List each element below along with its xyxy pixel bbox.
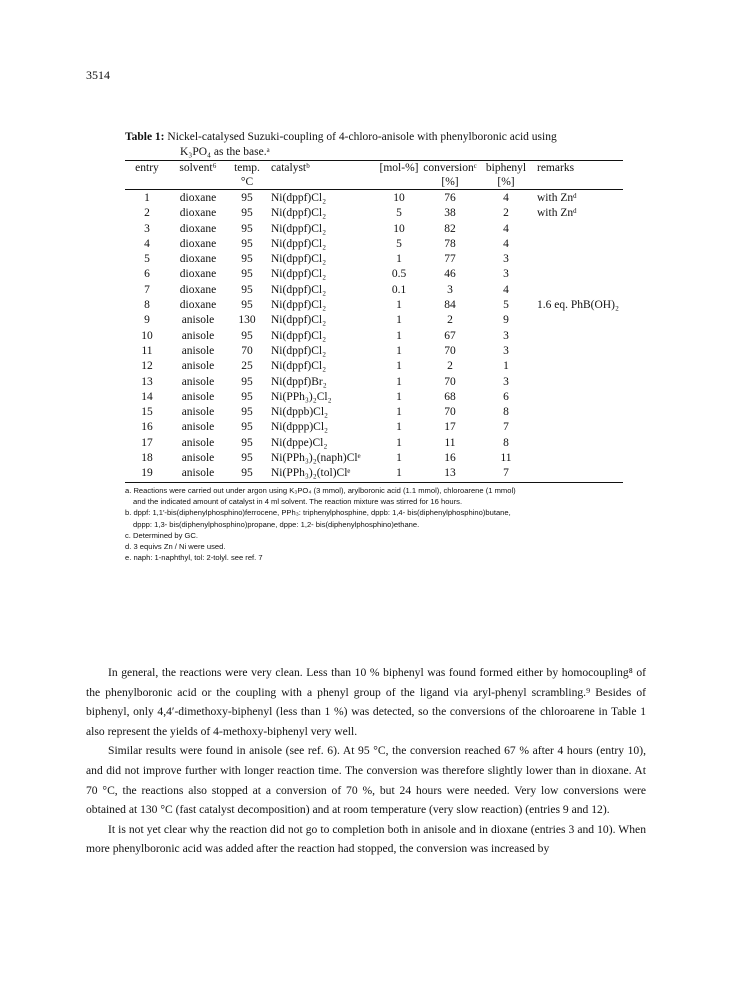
cell-entry: 11: [141, 344, 153, 357]
unit-row: [125, 175, 623, 190]
cell-solvent: anisole: [181, 452, 215, 465]
cell-mol: 10: [393, 192, 405, 204]
table-footnotes: [125, 485, 623, 564]
cell-mol: 1: [396, 253, 402, 266]
cell-entry: 19: [125, 466, 169, 482]
cell-entry: 3: [144, 222, 150, 235]
cell-biphenyl: 3: [503, 344, 509, 357]
cell-temp: 95: [241, 207, 253, 220]
body-text: [86, 663, 646, 859]
cell-mol: 1: [396, 436, 402, 449]
cell-mol: 1: [396, 452, 402, 465]
table-row: [125, 344, 623, 359]
cell-catalyst: Ni(dppf)Cl₂: [271, 283, 327, 296]
cell-entry: 10: [141, 329, 153, 342]
cell-solvent: dioxane: [179, 253, 217, 266]
cell-catalyst: Ni(dppb)Cl₂: [271, 406, 329, 419]
unit-catalyst: [267, 175, 379, 190]
cell-biphenyl: 4: [503, 237, 509, 250]
cell-solvent: dioxane: [179, 192, 217, 204]
cell-mol: 1: [396, 390, 402, 403]
cell-biphenyl: 3: [503, 253, 509, 266]
cell-entry: 6: [144, 268, 150, 281]
header-entry: entry: [135, 162, 159, 174]
cell-remarks: [531, 466, 623, 482]
cell-conversion: 38: [444, 207, 456, 220]
cell-entry: 4: [144, 237, 150, 250]
unit-mol: [379, 175, 419, 190]
cell-entry: 18: [141, 452, 153, 465]
caption-line-2: K₃PO₄ as the base.ᵃ: [180, 146, 270, 158]
paragraph-1: In general, the reactions were very clean. Less than 10 % biphenyl was found formed either by homocoupling⁸ of the phenylboronic acid or the coupling with a phenyl group of the ligand via aryl-phenyl scrambling.⁹ Besides of biphenyl, only 4,4′-dimethoxy-biphenyl (less than 1 %) was detected, so the conversions of the chloroarene in Table 1 also represent the yields of 4-methoxy-biphenyl very well.: [86, 666, 646, 738]
cell-solvent: anisole: [181, 344, 215, 357]
cell-catalyst: Ni(dppf)Cl₂: [271, 222, 327, 235]
table-row: [125, 206, 623, 221]
cell-mol: 1: [396, 406, 402, 419]
cell-temp: 95: [241, 283, 253, 296]
cell-remarks: [531, 359, 623, 374]
table-row: [125, 359, 623, 374]
cell-remarks: [531, 329, 623, 344]
cell-entry: 15: [141, 406, 153, 419]
cell-remarks: [531, 237, 623, 252]
cell-conversion: 3: [447, 283, 453, 296]
cell-conversion: 67: [444, 329, 456, 342]
cell-biphenyl: 3: [503, 268, 509, 281]
header-mol: [mol-%]: [379, 162, 419, 174]
cell-temp: 95: [241, 436, 253, 449]
table-block: [125, 130, 623, 564]
header-conversion: conversionᶜ: [423, 162, 477, 174]
cell-conversion: 13: [419, 466, 481, 482]
cell-mol: 1: [396, 421, 402, 434]
cell-biphenyl: 3: [503, 329, 509, 342]
table-row: [125, 375, 623, 390]
cell-catalyst: Ni(dppf)Cl₂: [271, 329, 327, 342]
footnote-b: b. dppf: 1,1′-bis(diphenylphosphino)ferrocene, PPh₃: triphenylphosphine, dppb: 1,4- bis(diphenylphosphino)butane,: [125, 508, 511, 518]
cell-catalyst: Ni(dppf)Cl₂: [271, 268, 327, 281]
cell-temp: 95: [241, 390, 253, 403]
table-caption: [125, 130, 623, 160]
table-row: [125, 252, 623, 267]
cell-solvent: dioxane: [179, 222, 217, 235]
cell-catalyst: Ni(PPh₃)₂(naph)Clᵉ: [271, 452, 361, 465]
cell-remarks: [531, 313, 623, 328]
table-row: [125, 420, 623, 435]
cell-mol: 1: [396, 360, 402, 373]
cell-catalyst: Ni(dppf)Cl₂: [271, 253, 327, 266]
cell-remarks: [531, 222, 623, 237]
cell-conversion: 17: [444, 421, 456, 434]
cell-biphenyl: 2: [503, 207, 509, 220]
cell-conversion: 16: [444, 452, 456, 465]
cell-biphenyl: 3: [503, 375, 509, 388]
cell-solvent: dioxane: [179, 283, 217, 296]
cell-catalyst: Ni(PPh₃)₂Cl₂: [271, 390, 332, 403]
caption-text: Nickel-catalysed Suzuki-coupling of 4-chloro-anisole with phenylboronic acid using: [167, 131, 557, 143]
footnote-d: d. 3 equivs Zn / Ni were used.: [125, 542, 226, 552]
cell-temp: 95: [241, 406, 253, 419]
cell-conversion: 46: [444, 268, 456, 281]
cell-remarks: [531, 252, 623, 267]
cell-biphenyl: 8: [503, 436, 509, 449]
cell-catalyst: Ni(dppf)Cl₂: [271, 344, 327, 357]
table-row: [125, 190, 623, 207]
cell-catalyst: Ni(dppf)Cl₂: [271, 237, 327, 250]
paragraph-3: It is not yet clear why the reaction did not go to completion both in anisole and in dioxane (entries 3 and 10). When more phenylboronic acid was added after the reaction had stopped, the conversion was increased by: [86, 822, 646, 856]
cell-temp: 95: [241, 253, 253, 266]
cell-solvent: anisole: [181, 421, 215, 434]
table-row: [125, 466, 623, 482]
cell-catalyst: Ni(dppf)Cl₂: [271, 314, 327, 327]
cell-mol: 5: [396, 237, 402, 250]
footnote-a: a. Reactions were carried out under argon using K₃PO₄ (3 mmol), arylboronic acid (1.1 mmol), chloroarene (1 mmol): [125, 485, 516, 495]
cell-entry: 17: [141, 436, 153, 449]
cell-conversion: 76: [444, 192, 456, 204]
cell-entry: 12: [141, 360, 153, 373]
cell-conversion: 78: [444, 237, 456, 250]
cell-remarks: [531, 283, 623, 298]
cell-temp: 95: [241, 421, 253, 434]
cell-entry: 13: [141, 375, 153, 388]
cell-conversion: 70: [444, 406, 456, 419]
header-catalyst: catalystᵇ: [271, 162, 310, 174]
cell-remarks: with Znᵈ: [537, 207, 577, 220]
cell-biphenyl: 8: [503, 406, 509, 419]
cell-remarks: [531, 375, 623, 390]
cell-solvent: anisole: [181, 390, 215, 403]
cell-biphenyl: 1: [503, 360, 509, 373]
cell-solvent: anisole: [169, 466, 227, 482]
cell-solvent: anisole: [181, 329, 215, 342]
table-row: [125, 436, 623, 451]
cell-solvent: anisole: [181, 406, 215, 419]
cell-entry: 5: [144, 253, 150, 266]
cell-temp: 95: [241, 299, 253, 312]
table-row: [125, 267, 623, 282]
page-number: 3514: [86, 68, 110, 82]
cell-remarks: [531, 405, 623, 420]
cell-remarks: [531, 420, 623, 435]
table-row: [125, 390, 623, 405]
cell-solvent: dioxane: [179, 268, 217, 281]
cell-catalyst: Ni(PPh₃)₂(tol)Clᵉ: [267, 466, 379, 482]
cell-temp: 95: [241, 375, 253, 388]
footnote-a-cont: and the indicated amount of catalyst in 4 ml solvent. The reaction mixture was stirred for 16 hours.: [133, 496, 463, 506]
cell-catalyst: Ni(dppf)Cl₂: [271, 360, 327, 373]
cell-temp: 95: [241, 452, 253, 465]
table-row: [125, 313, 623, 328]
cell-entry: 9: [144, 314, 150, 327]
cell-conversion: 70: [444, 344, 456, 357]
cell-solvent: anisole: [181, 360, 215, 373]
cell-temp: 95: [227, 466, 267, 482]
cell-conversion: 84: [444, 299, 456, 312]
cell-conversion: 11: [444, 436, 456, 449]
cell-entry: 7: [144, 283, 150, 296]
header-temp: temp.: [234, 162, 260, 174]
cell-temp: 95: [241, 329, 253, 342]
cell-biphenyl: 7: [503, 421, 509, 434]
cell-catalyst: Ni(dppf)Cl₂: [271, 207, 327, 220]
cell-solvent: anisole: [181, 314, 215, 327]
footnote-b-cont: dppp: 1,3- bis(diphenylphosphino)propane, dppe: 1,2- bis(diphenylphosphino)ethane.: [133, 519, 420, 529]
cell-remarks: 1.6 eq. PhB(OH)₂: [537, 299, 619, 312]
cell-remarks: [531, 436, 623, 451]
cell-mol: 10: [393, 222, 405, 235]
cell-entry: 2: [144, 207, 150, 220]
cell-conversion: 70: [444, 375, 456, 388]
cell-biphenyl: 7: [481, 466, 531, 482]
cell-solvent: dioxane: [179, 237, 217, 250]
cell-biphenyl: 5: [503, 299, 509, 312]
cell-catalyst: Ni(dppf)Cl₂: [271, 192, 327, 204]
table-row: [125, 283, 623, 298]
unit-remarks: [531, 175, 623, 190]
footnote-e: e. naph: 1-naphthyl, tol: 2-tolyl. see ref. 7: [125, 553, 263, 563]
unit-biphenyl: [%]: [481, 175, 531, 190]
cell-entry: 14: [141, 390, 153, 403]
cell-biphenyl: 11: [500, 452, 512, 465]
cell-remarks: [531, 451, 623, 466]
cell-temp: 95: [241, 222, 253, 235]
unit-temp: °C: [227, 175, 267, 190]
cell-mol: 1: [396, 314, 402, 327]
cell-catalyst: Ni(dppp)Cl₂: [271, 421, 329, 434]
cell-biphenyl: 6: [503, 390, 509, 403]
cell-entry: 16: [141, 421, 153, 434]
header-row: [125, 161, 623, 175]
table-row: [125, 451, 623, 466]
cell-mol: 1: [396, 299, 402, 312]
cell-biphenyl: 4: [503, 222, 509, 235]
cell-biphenyl: 9: [503, 314, 509, 327]
cell-solvent: anisole: [181, 375, 215, 388]
footnote-c: c. Determined by GC.: [125, 530, 199, 540]
cell-conversion: 68: [444, 390, 456, 403]
cell-temp: 95: [241, 237, 253, 250]
cell-mol: 0.1: [391, 283, 407, 296]
unit-entry: [125, 175, 169, 190]
cell-conversion: 77: [444, 253, 456, 266]
header-biphenyl: biphenyl: [485, 162, 527, 174]
table-row: [125, 298, 623, 313]
cell-entry: 1: [144, 192, 150, 204]
cell-mol: 0.5: [391, 268, 407, 281]
cell-mol: 1: [396, 329, 402, 342]
caption-line-1: [125, 130, 623, 145]
cell-mol: 1: [396, 375, 402, 388]
cell-catalyst: Ni(dppf)Cl₂: [271, 299, 327, 312]
header-solvent: solvent⁶: [179, 162, 217, 174]
cell-solvent: dioxane: [179, 299, 217, 312]
cell-temp: 70: [241, 344, 253, 357]
cell-solvent: anisole: [181, 436, 215, 449]
table-row: [125, 405, 623, 420]
cell-remarks: [531, 390, 623, 405]
cell-remarks: with Znᵈ: [537, 192, 577, 204]
cell-catalyst: Ni(dppf)Br₂: [271, 375, 327, 388]
table-row: [125, 237, 623, 252]
cell-remarks: [531, 267, 623, 282]
table-row: [125, 329, 623, 344]
cell-conversion: 2: [447, 360, 453, 373]
header-remarks: remarks: [537, 162, 575, 174]
cell-temp: 95: [241, 192, 253, 204]
cell-mol: 1: [396, 344, 402, 357]
cell-remarks: [531, 344, 623, 359]
cell-mol: 1: [379, 466, 419, 482]
cell-temp: 95: [241, 268, 253, 281]
cell-catalyst: Ni(dppe)Cl₂: [271, 436, 328, 449]
cell-solvent: dioxane: [179, 207, 217, 220]
cell-mol: 5: [396, 207, 402, 220]
unit-conversion: [%]: [419, 175, 481, 190]
table-row: [125, 222, 623, 237]
cell-conversion: 2: [447, 314, 453, 327]
caption-label: Table 1:: [125, 131, 165, 143]
cell-temp: 130: [238, 314, 256, 327]
unit-solvent: [169, 175, 227, 190]
cell-conversion: 82: [444, 222, 456, 235]
results-table: [125, 161, 623, 483]
paragraph-2: Similar results were found in anisole (see ref. 6). At 95 °C, the conversion reached 67 % after 4 hours (entry 10), and did not improve further with longer reaction time. The conversion was therefore slightly lower than in dioxane. At 70 °C, the reactions also stopped at a conversion of 70 %, but 24 hours were needed. Very low conversions were obtained at 130 °C (fast catalyst decomposition) and at room temperature (very slow reaction) (entries 9 and 12).: [86, 744, 646, 817]
cell-temp: 25: [241, 360, 253, 373]
cell-biphenyl: 4: [503, 283, 509, 296]
cell-biphenyl: 4: [503, 192, 509, 204]
table-body: [125, 190, 623, 483]
cell-entry: 8: [144, 299, 150, 312]
